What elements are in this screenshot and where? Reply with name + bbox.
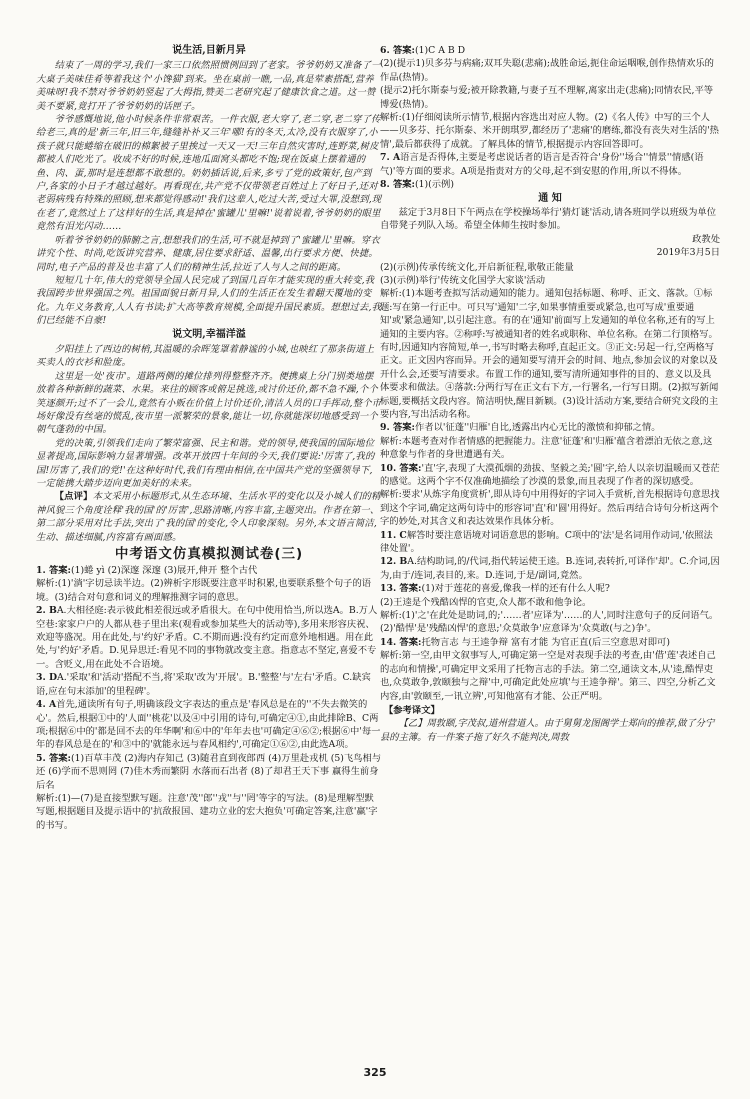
right-column [380, 44, 720, 744]
answer-item: 解析:第一空,由甲文叙事写人,可确定第一空是对表现手法的考查,由'借'莲'表述自己的志向和情操',可确定甲文采用了托物言志的手法。第二空,通读文本,从'逵,酷悍吏也,众莫敢争,敦颐独与之辩'中,可确定此处应填'与王逵争辩'。第三、四空,分析乙文内容,由'敦颐至,一讯立辨',可知他富有才能、公正严明。 [380, 650, 716, 702]
left-column [36, 44, 382, 832]
essay1-paragraph: 结束了一周的学习,我们一家三口依然照惯例回到了老家。爷爷奶奶又准备了一大桌子美味佳肴等着我这个'小馋猫'到来。坐在桌前一瞧,一品,真是荤素搭配,营养美味呀!我不禁对爷爷奶奶竖起了大拇指,赞美二老研究起了健康饮食之道。这一赞美不要紧,竟打开了爷爷奶奶的话匣子。 [36, 60, 381, 112]
answer-item: 解析:本题考查对作者情感的把握能力。注意'征蓬'和'归雁'蕴含着漂泊无依之意,这种意象与作者的身世遭遇有关。 [380, 435, 713, 461]
answers-right [380, 261, 720, 703]
sample-notice [380, 192, 720, 259]
notice-org: 政教处 [692, 233, 720, 245]
essay2-paragraph: 这里是一处'夜市'。道路两侧的摊位排列得整整齐齐。便携桌上分门别类地摆放着各种新鲜的蔬菜、水果。来往的顾客或俯足挑选,或讨价还价,都不急不躁,个个笑逐颜开;过不了一会儿,竟然有小贩在价值上讨价还价,清洁人员的口手挥动,整个市场好像没有丝毫的慌乱,夜市里一派繁荣的景象,能让一切,你就能深切地感受到一个朝气蓬勃的中国。 [36, 370, 382, 436]
answer-item: (2)(示例)传承传统文化,开启新征程,歌敬正能量 [380, 261, 574, 273]
answer-item: (2)(提示1)贝多芬与病痛;双耳失聪(悲痛);战胜命运,扼住命运咽喉,创作热情欢乐的作品(热情)。 [380, 58, 714, 83]
answer-item: 5. 答案:(1)百草丰茂 (2)海内存知己 (3)随君直到夜郎西 (4)万里赴戎机 (5)飞鸟相与还 (6)学而不思则罔 (7)佳木秀而繁阴 水落而石出者 (8)了却君王天下事 赢得生前身后名 [36, 752, 382, 791]
essay-part-2 [36, 328, 382, 545]
answer-item: 3. DA.'采取'和'活动'搭配不当,将'采取'改为'开展'。B.'整整'与'左右'矛盾。C.缺宾语,应在句末添加'的里程碑'。 [36, 672, 371, 697]
notice-title: 通 知 [538, 193, 562, 205]
comment-label: 【点评】 [54, 491, 93, 503]
reference-translation [380, 704, 720, 744]
answer-item: (2)王逵是个残酷凶悍的官吏,众人都不敢和他争论。 [380, 596, 592, 608]
essay-comment [36, 490, 382, 544]
answer-item: 7. A语言是否得体,主要是考虑说话者的语言是否符合'身份''场合''情景''情感(语气)'等方面的要求。A项是指责对方的父母,起不到安慰的作用,所以不得体。 [380, 152, 704, 177]
comment-text: 本文采用小标题形式,从生态环境、生活水平的变化以及小城人们的精神风貌三个角度诠释'我的国'的'厉害',思路清晰,内容丰富,主题突出。作者在第一、第二部分采用对比手法,突出了'我的国'的变化,令人印象深刻。另外,本文语言简洁,生动、描述细腻,内容富有画面感。 [36, 491, 381, 543]
essay1-title: 说生活,目新月异 [172, 45, 246, 56]
notice-date: 2019年3月5日 [656, 247, 720, 259]
essay1-paragraph: 爷爷感慨地说,他小时候条件非常艰苦。一件衣服,老大穿了,老二穿,老二穿了传给老三,真的是'新三年,旧三年,缝缝补补又三年'哪!有的冬天,太冷,没有衣服穿了,小孩子就只能蜷缩在破旧的棉絮被子里挨过一天又一天!三年自然灾害时,连野菜,树皮都被人们吃光了。收成不好的时候,连地瓜面窝头都吃不饱;现在饭桌上摆着通的鱼、肉、蛋,那时是连想都不敢想的。奶奶插话说,后来,多亏了党的政策好,包产到户,各家的小日子才越过越好。再看现在,共产党不仅带领老百姓过上了好日子,还对老弱病残有特殊的照顾,想来都觉得感动!'我们这辈人,吃过大苦,受过大罪,没想到,现在老了,竟然过上了这样好的生活,真是掉在'蜜罐儿'里嘛!'说着说着,爷爷奶奶的眼里竟然有泪光闪动…… [36, 114, 382, 233]
answers-left [36, 564, 382, 832]
answer-item: 11. C解答时要注意语境对词语意思的影响。C项中的'法'是名词用作动词,'依照法律处置'。 [380, 529, 713, 555]
answer-item: 解析:要求'从炼字角度赏析',即从诗句中用得好的字词入手赏析,首先根据诗句意思找到这个字词,确定这两句诗中的形容词'直'和'圆'用得好。然后再结合诗句分析这两个字的妙处,对其含义和表达效果作具体分析。 [380, 489, 720, 528]
answer-item: 12. BA.结构助词,的/代词,指代转运使王逵。B.连词,表转折,可译作'却'。C.介词,因为,由于/连词,表目的,来。D.连词,于是/副词,竟然。 [380, 556, 720, 581]
answer-item: (3)(示例)举行'传统文化国学大家谈'活动 [380, 274, 545, 286]
answer-item: 解析:(1)'之'在此处是助词,的;'……者'应译为'……的人',同时注意句子的反问语气。(2)'酷悍'是'残酷凶悍'的意思;'众莫敢争'应意译为'众莫敢(与之)争'。 [380, 610, 719, 635]
answer-item: 1. 答案:(1)蜷 yì (2)深邃 深邃 (3)展开,伸开 整个古代 [36, 565, 258, 577]
essay2-paragraph: 夕阳挂上了西边的树梢,其温暖的余晖笼罩着静谧的小城,也映红了那条街道上买卖人的衣衫和脸庞。 [36, 343, 375, 369]
answer-item: 6. 答案:(1)C A B D [380, 45, 466, 56]
translation-text: 【乙】周敦颐,字茂叔,道州营道人。由于舅舅龙图阁学士郑向的推荐,做了分宁县的主簿。有一件案子拖了好久不能判决,周敦 [380, 718, 715, 743]
essay1-paragraph: 短短几十年,伟大的党领导全国人民完成了到国几百年才能实现的重大转变,我我国跨步世界强国之列。祖国面貌日新月异,人们的生活正在发生着翻天覆地的变化。九年义务教育,人人有书读;扩大高等教育规模,全面提升国民素质。想想过去,我们已经能不自豪! [36, 274, 382, 327]
notice-body: 兹定于3月8日下午两点在学校操场举行'猜灯谜'活动,请各班同学以班级为单位自带凳子列队入场。希望全体师生按时参加。 [380, 206, 716, 232]
answer-item: (提示2)托尔斯泰与爱;被开除教籍,与妻子互不理解,离家出走(悲痛);同情农民,平等博爱(热情)。 [380, 85, 714, 110]
page-number: 325 [363, 1066, 387, 1079]
translation-heading: 【参考译文】 [384, 704, 440, 716]
answer-item: 14. 答案:托物言志 与王逵争辩 富有才能 为官正直(后三空意思对即可) [380, 636, 670, 648]
answer-item: 13. 答案:(1)对于莲花的喜爱,像我一样的还有什么人呢? [380, 583, 610, 595]
answer-item: 解析:(1)仔细阅读所示情节,根据内容选出对应人物。(2)《名人传》中写的三个人——贝多芬、托尔斯泰、米开朗琪罗,都经历了'悲痛'的磨练,都没有丧失对生活的'热情',最后都获得了成就。了解具体的情节,根据提示内容回答即可。 [380, 112, 719, 150]
translation-label: 【乙】 [398, 718, 427, 730]
answer-item: 9. 答案:作者以'征蓬''归雁'自比,透露出内心无比的激愤和抑郁之情。 [380, 422, 661, 434]
essay-part-1 [36, 44, 382, 328]
answer-item: 解析:(1)本题考查拟写活动通知的能力。通知包括标题、称呼、正文、落款。①标题:写在第一行正中。可只写'通知'二字,如果事情重要或紧急,也可写成'重要通知'或'紧急通知',以引起注意。有的在'通知'前面写上发通知的单位名称,还有的写上通知的主要内容。②称呼:写被通知者的姓名或职称、单位名称。在第二行顶格写。有时,因通知内容简短,单一,书写时略去称呼,直起正文。③正文:另起一行,空两格写正文。正文因内容而异。开会的通知要写清开会的时间、地点,参加会议的对象以及开什么会,还要写清要求。布置工作的通知,要写清所通知事件的目的、意义以及具体要求和做法。④落款:分两行写在正文右下方,一行署名,一行写日期。(2)拟写新闻标题,要概括文段内容。简洁明快,醒目新颖。(3)设计活动方案,要结合研究文段的主要内容,写出活动名称。 [380, 288, 719, 420]
essay2-title: 说文明,幸福洋溢 [172, 328, 246, 340]
answer-item: 解析:(1)—(7)是直接型默写题。注意'茂''郎''戎''与''罔'等字的写法。(8)是理解型默写题,根据题目及提示语中的'抗敌报国、建功立业的宏大抱负'可确定答案,注意'赢'字的书写。 [36, 792, 378, 831]
section-title: 中考语文仿真模拟测试卷(三) [114, 546, 304, 563]
answer-item: 10. 答案:'直'字,表现了大漠孤烟的劲拔、坚毅之美;'圆'字,给人以亲切温暖而又苍茫的感觉。这两个字不仅准确地描绘了沙漠的景象,而且表现了作者的深切感受。 [380, 462, 720, 487]
answer-item: 2. BA.大相径庭:表示彼此相差很远或矛盾很大。在句中使用恰当,所以选A。B.万人空巷:家家户户的人都从巷子里出来(观看或参加某些大的活动等),多用来形容庆祝、欢迎等盛况。用在此处,与'约好'矛盾。C.不期而遇:没有约定而意外地相遇。用在此处,与'约好'矛盾。D.见异思迁:看见不同的事物就改变主意。指意志不坚定,喜爱不专一。含贬义,用在此处不合语境。 [36, 605, 378, 670]
answer-item: 解析:(1)'淌'字切忌读半边。(2)辨析字形既要注意平时积累,也要联系整个句子的语境。(3)结合对句意和词义的理解推测字词的意思。 [36, 578, 372, 603]
answer-item: 8. 答案:(1)(示例) [380, 179, 454, 191]
essay2-paragraph: 党的决策,引领我们走向了繁荣富强、民主和谐。党的领导,使我国的国际地位显著提高,国际影响力显著增强。改革开放四十年间的今天,我们要说:'厉害了,我的国!厉害了,我们的党!'在这种好时代,我们有理由相信,在中国共产党的坚强领导下,一定能携大踏步迈向更加美好的未来。 [36, 437, 375, 489]
answer-item: 4. A首先,通读所有句子,明确该段文字表达的重点是'春风总是在的''不失去微笑的心'。然后,根据①中的'人面''桃花'以及④中引用的诗句,可确定④①,由此排除B、C两项;根据⑥中的'都是回不去的年华啊'和⑥中的'年年去也'可确定④⑥②;根据⑥中'每一年的春风总是在的'和③中的'就能永远与春风相约',可确定①⑥②,由此选A项。 [36, 699, 381, 751]
essay1-paragraph: 听着爷爷奶奶的肺腑之言,想想我们的生活,可不就是掉到了'蜜罐儿'里嘛。穿衣讲究个性、时尚,吃饭讲究营养、健康,居住要求舒适、温馨,出行要求方便、快捷。同时,电子产品的普及也丰富了人们的精神生活,拉近了人与人之间的距离。 [36, 234, 380, 273]
